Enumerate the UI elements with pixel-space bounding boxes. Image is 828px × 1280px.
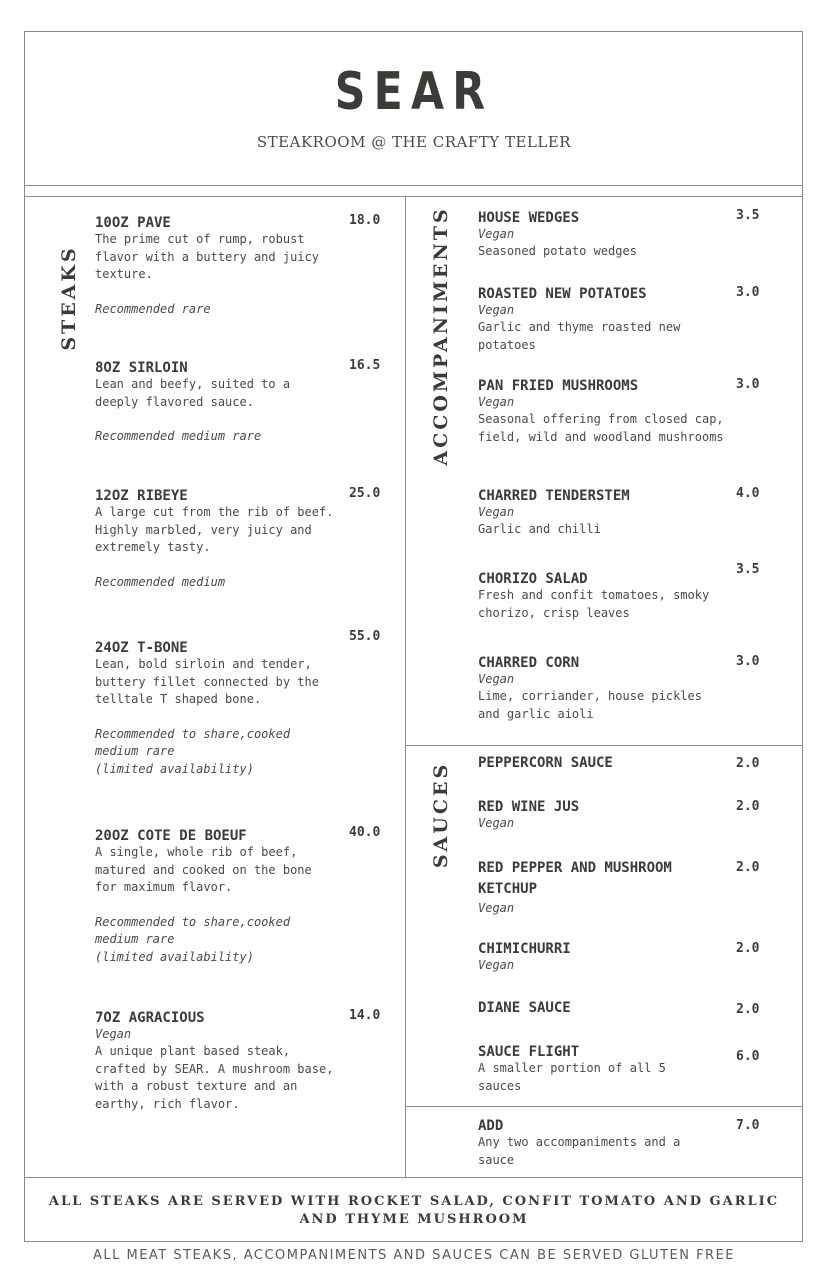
item-price: 2.0 — [736, 941, 760, 956]
item-name: CHIMICHURRI — [478, 941, 571, 957]
item-name: 7OZ AGRACIOUS — [95, 1010, 205, 1026]
item-name: 12OZ RIBEYE — [95, 488, 188, 504]
gluten-free-note: ALL MEAT STEAKS, ACCOMPANIMENTS AND SAUCES CAN BE SERVED GLUTEN FREE — [92, 1248, 736, 1263]
item-description: Lean and beefy, suited to a deeply flavored sauce. — [95, 377, 291, 409]
header-divider-bottom — [24, 196, 803, 197]
item-price: 18.0 — [349, 213, 381, 228]
item-name: CHARRED CORN — [478, 655, 580, 671]
item-description: A smaller portion of all 5 sauces — [478, 1061, 666, 1093]
menu-item-charred-tenderstem — [478, 488, 728, 539]
item-name: 24OZ T-BONE — [95, 640, 188, 656]
vegan-tag: Vegan — [95, 1027, 132, 1041]
menu-item-24oz-t-bone — [95, 640, 340, 778]
addon-divider — [405, 1106, 803, 1107]
menu-item-7oz-agracious — [95, 1010, 340, 1113]
item-description: Garlic and thyme roasted new potatoes — [478, 320, 681, 352]
brand-subtitle: STEAKROOM @ THE CRAFTY TELLER — [256, 133, 572, 151]
item-name: HOUSE WEDGES — [478, 210, 580, 226]
item-price: 25.0 — [349, 486, 381, 501]
item-price: 40.0 — [349, 825, 381, 840]
vegan-tag: Vegan — [478, 505, 515, 519]
served-with-note: ALL STEAKS ARE SERVED WITH ROCKET SALAD, CONFIT TOMATO AND GARLIC AND THYME MUSHROOM — [48, 1194, 780, 1227]
menu-item-sauce-flight — [478, 1044, 698, 1095]
vegan-tag: Vegan — [478, 303, 515, 317]
item-recommendation: Recommended rare — [95, 301, 211, 316]
section-label-steaks: STEAKS — [58, 245, 80, 351]
vegan-tag: Vegan — [478, 395, 515, 409]
footer-divider — [24, 1177, 803, 1178]
item-description: Garlic and chilli — [478, 522, 601, 536]
item-description: A single, whole rib of beef, matured and cooked on the bone for maximum flavor. — [95, 845, 312, 894]
item-name: RED WINE JUS — [478, 799, 580, 815]
item-name: CHORIZO SALAD — [478, 571, 588, 587]
item-description: Seasonal offering from closed cap, field, wild and woodland mushrooms — [478, 412, 724, 444]
menu-item-charred-corn — [478, 655, 728, 723]
item-price: 2.0 — [736, 1002, 760, 1017]
menu-item-12oz-ribeye — [95, 488, 340, 591]
menu-item-roasted-new-potatoes — [478, 286, 728, 354]
item-name: ADD — [478, 1118, 504, 1134]
section-label-accompaniments: ACCOMPANIMENTS — [430, 206, 452, 466]
vegan-tag: Vegan — [478, 672, 515, 686]
menu-item-add — [478, 1118, 708, 1169]
menu-item-chimichurri — [478, 941, 728, 974]
item-name: 20OZ COTE DE BOEUF — [95, 828, 247, 844]
menu-item-house-wedges — [478, 210, 728, 261]
item-description: A unique plant based steak, crafted by SEAR. A mushroom base, with a robust texture and an earthy, rich flavor. — [95, 1044, 334, 1111]
item-recommendation: Recommended to share,cooked medium rare (limited availability) — [95, 726, 291, 776]
header-divider-top — [24, 185, 803, 186]
item-price: 55.0 — [349, 629, 381, 644]
menu-item-chorizo-salad — [478, 571, 728, 622]
item-price: 6.0 — [736, 1049, 760, 1064]
item-price: 2.0 — [736, 799, 760, 814]
item-price: 3.5 — [736, 208, 760, 223]
item-name: 10OZ PAVE — [95, 215, 171, 231]
item-recommendation: Recommended medium rare — [95, 429, 262, 443]
item-name: 8OZ SIRLOIN — [95, 360, 188, 376]
item-description: Lean, bold sirloin and tender, buttery fillet connected by the telltale T shaped bone. — [95, 657, 319, 706]
item-price: 3.5 — [736, 562, 760, 577]
item-recommendation: Recommended medium — [95, 574, 226, 589]
item-description: Any two accompaniments and a sauce — [478, 1135, 681, 1167]
item-price: 7.0 — [736, 1118, 760, 1133]
item-price: 16.5 — [349, 358, 381, 373]
item-name: DIANE SAUCE — [478, 1000, 571, 1016]
item-name: RED PEPPER AND MUSHROOM KETCHUP — [478, 860, 672, 897]
item-name: SAUCE FLIGHT — [478, 1044, 580, 1060]
menu-item-10oz-pave — [95, 215, 340, 318]
menu-item-20oz-cote-de-boeuf — [95, 828, 340, 966]
item-price: 2.0 — [736, 860, 760, 875]
item-description: The prime cut of rump, robust flavor with a buttery and juicy texture. — [95, 232, 319, 281]
sauces-divider — [405, 745, 803, 746]
item-description: Seasoned potato wedges — [478, 244, 637, 258]
menu-item-red-pepper-and-mushroom-ketchup — [478, 858, 708, 917]
item-recommendation: Recommended to share,cooked medium rare (limited availability) — [95, 914, 291, 964]
item-name: ROASTED NEW POTATOES — [478, 286, 647, 302]
item-price: 2.0 — [736, 756, 760, 771]
item-price: 4.0 — [736, 486, 760, 501]
section-label-sauces: SAUCES — [430, 761, 452, 869]
vegan-tag: Vegan — [478, 816, 515, 830]
item-price: 3.0 — [736, 654, 760, 669]
item-description: Lime, corriander, house pickles and garlic aioli — [478, 689, 702, 721]
item-price: 3.0 — [736, 285, 760, 300]
item-name: CHARRED TENDERSTEM — [478, 488, 630, 504]
vegan-tag: Vegan — [478, 227, 515, 241]
item-description: Fresh and confit tomatoes, smoky chorizo, crisp leaves — [478, 588, 710, 620]
menu-item-peppercorn-sauce — [478, 755, 728, 771]
vegan-tag: Vegan — [478, 958, 515, 972]
menu-item-diane-sauce — [478, 1000, 728, 1016]
item-name: PAN FRIED MUSHROOMS — [478, 378, 639, 394]
item-price: 3.0 — [736, 377, 760, 392]
item-description: A large cut from the rib of beef. Highly marbled, very juicy and extremely tasty. — [95, 505, 334, 554]
column-divider — [405, 196, 406, 1177]
menu-item-red-wine-jus — [478, 799, 728, 832]
menu-item-8oz-sirloin — [95, 360, 340, 446]
vegan-tag: Vegan — [478, 901, 515, 915]
brand-title: SEAR — [334, 62, 494, 122]
menu-item-pan-fried-mushrooms — [478, 378, 728, 446]
item-price: 14.0 — [349, 1008, 381, 1023]
item-name: PEPPERCORN SAUCE — [478, 755, 613, 771]
